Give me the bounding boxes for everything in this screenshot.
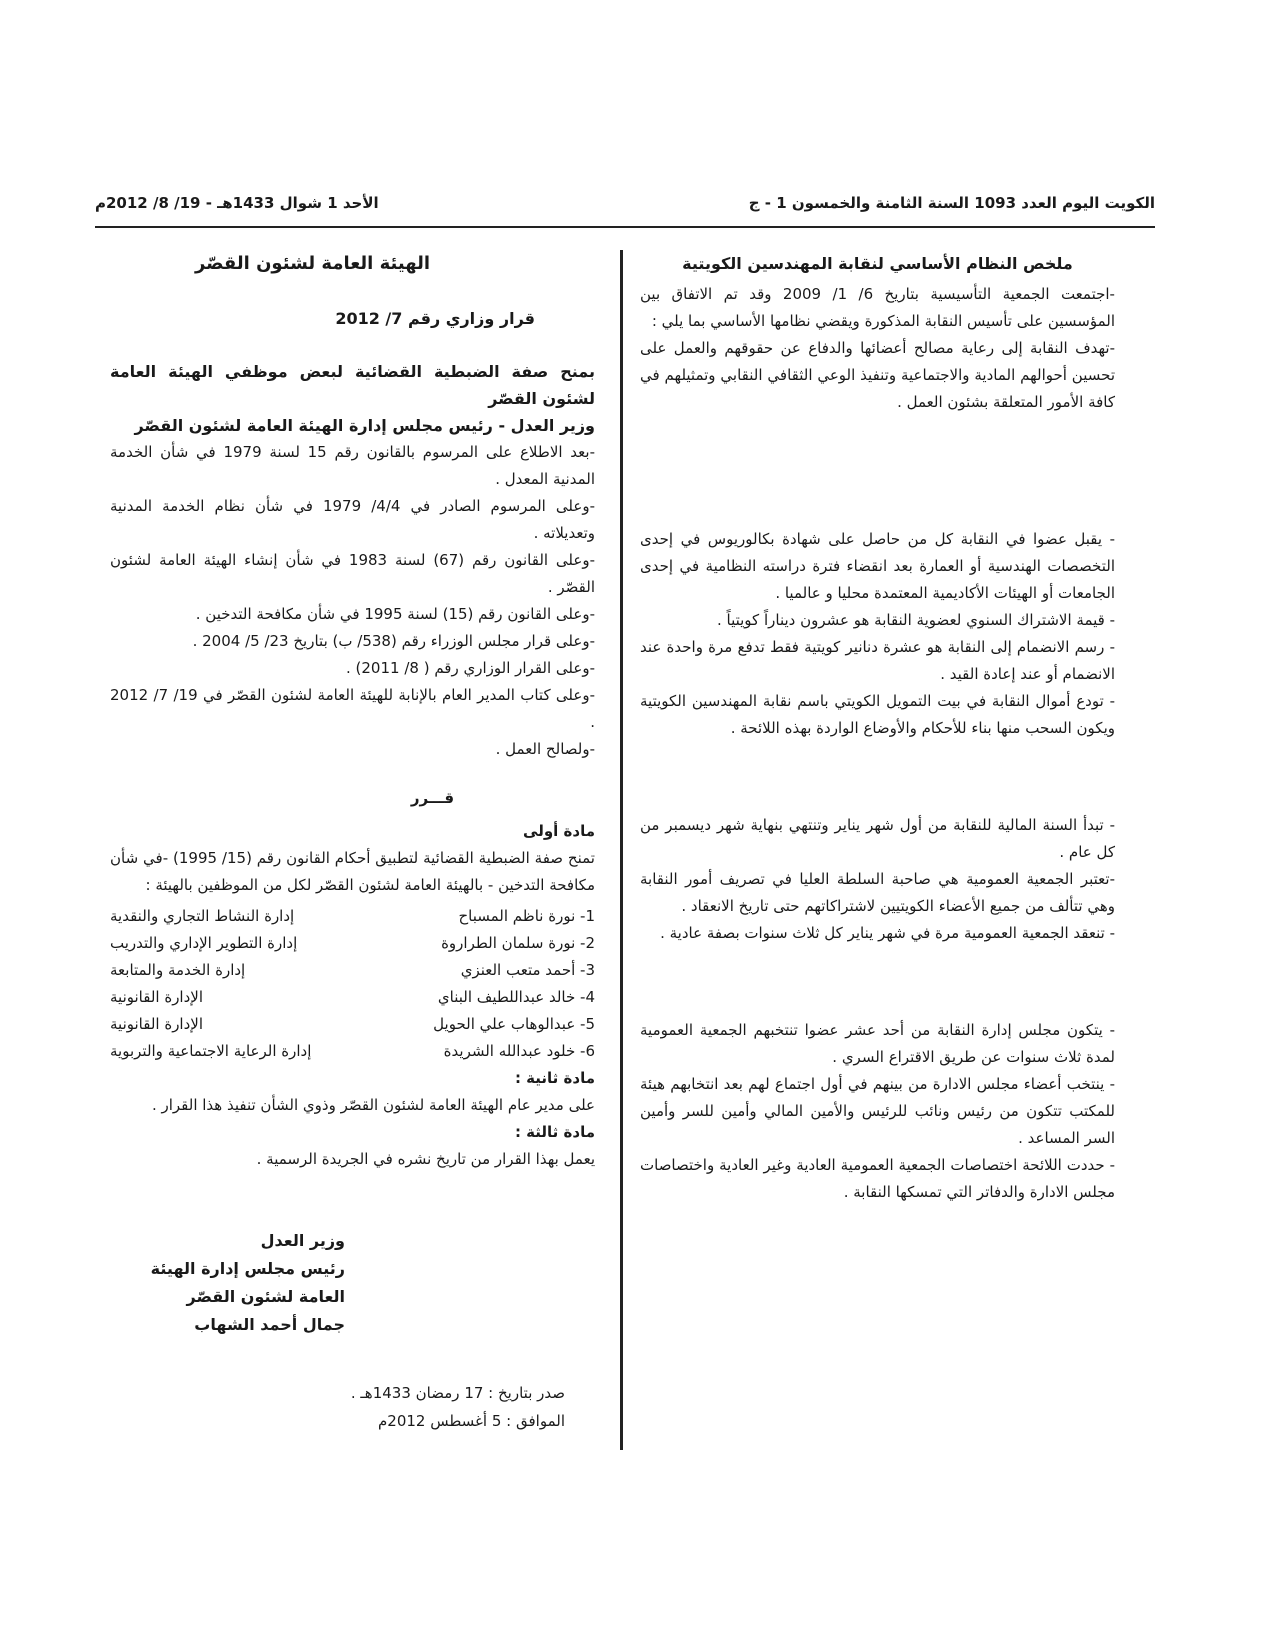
employee-department: إدارة الخدمة والمتابعة: [110, 961, 246, 979]
engineers-union-title: ملخص النظام الأساسي لنقابة المهندسين الكويتية: [682, 254, 1073, 273]
employee-name: 4- خالد عبداللطيف البناي: [437, 988, 595, 1006]
signature-line: رئيس مجلس إدارة الهيئة: [150, 1259, 345, 1278]
paragraph: -اجتمعت الجمعية التأسيسية بتاريخ 6/ 1/ 2009 وقد تم الاتفاق بين المؤسسين على تأسيس النقابة المذكورة ويقضي نظامها الأساسي بما يلي :: [640, 285, 1115, 330]
preamble-item: -وعلى المرسوم الصادر في 4/4/ 1979 في شأن نظام الخدمة المدنية وتعديلاته .: [110, 497, 596, 542]
decides-heading: قـــرر: [410, 789, 455, 807]
issued-gregorian-date: الموافق : 5 أغسطس 2012م: [378, 1412, 565, 1430]
preamble-item: -ولصالح العمل .: [495, 740, 595, 758]
paragraph: - تبدأ السنة المالية للنقابة من أول شهر يناير وتنتهي بنهاية شهر ديسمبر من كل عام .: [640, 816, 1115, 861]
employee-name: 2- نورة سلمان الطراروة: [441, 934, 595, 952]
decision-subject: بمنح صفة الضبطية القضائية لبعض موظفي الهيئة العامة لشئون القصّر: [110, 362, 595, 408]
paragraph: - يقبل عضوا في النقابة كل من حاصل على شهادة بكالوريوس في إحدى التخصصات الهندسية أو العمارة بعد انقضاء فترة دراسته النظامية في إحدى الجامعات أو الهيئات الأكاديمية المعتمدة محليا و عالميا .: [640, 530, 1115, 602]
preamble-item: -وعلى قرار مجلس الوزراء رقم (538/ ب) بتاريخ 23/ 5/ 2004 .: [192, 632, 595, 650]
employee-department: إدارة الرعاية الاجتماعية والتربوية: [110, 1042, 312, 1060]
paragraph: - ينتخب أعضاء مجلس الادارة من بينهم في أول اجتماع لهم بعد انتخابهم هيئة للمكتب تتكون من رئيس ونائب للرئيس والأمين المالي وأمين للسر وأمين السر المساعد .: [640, 1075, 1115, 1147]
employee-name: 1- نورة ناظم المسباح: [458, 907, 595, 925]
issued-hijri-date: صدر بتاريخ : 17 رمضان 1433هـ .: [350, 1384, 565, 1402]
decision-number: قرار وزاري رقم 7/ 2012: [335, 309, 535, 328]
paragraph: - حددت اللائحة اختصاصات الجمعية العمومية العادية وغير العادية واختصاصات مجلس الادارة والدفاتر التي تمسكها النقابة .: [640, 1156, 1115, 1201]
paragraph: - تودع أموال النقابة في بيت التمويل الكويتي باسم نقابة المهندسين الكويتية ويكون السحب منها بناء للأحكام والأوضاع الواردة بهذه اللائحة .: [640, 692, 1115, 737]
employee-row: [110, 903, 595, 930]
article-2-text: على مدير عام الهيئة العامة لشئون القصّر وذوي الشأن تنفيذ هذا القرار .: [151, 1096, 595, 1114]
issue-date-block: [110, 1379, 595, 1435]
employee-list: [110, 903, 595, 1065]
paragraph: -تهدف النقابة إلى رعاية مصالح أعضائها والدفاع عن حقوقهم والعمل على تحسين أحوالهم المادية والاجتماعية وتنفيذ الوعي الثقافي النقابي وتمثيلهم في كافة الأمور المتعلقة بشئون العمل .: [640, 339, 1115, 411]
authority-title: الهيئة العامة لشئون القصّر: [194, 253, 431, 274]
employee-department: إدارة النشاط التجاري والنقدية: [110, 907, 295, 925]
paragraph: - رسم الانضمام إلى النقابة هو عشرة دنانير كويتية فقط تدفع مرة واحدة عند الانضمام أو عند إعادة القيد .: [640, 638, 1115, 683]
preamble-item: -وعلى القانون رقم (67) لسنة 1983 في شأن إنشاء الهيئة العامة لشئون القصّر .: [110, 551, 595, 596]
employee-row: [110, 984, 595, 1011]
article-3-text: يعمل بهذا القرار من تاريخ نشره في الجريدة الرسمية .: [256, 1150, 595, 1168]
employee-row: [110, 1011, 595, 1038]
minister-line: وزير العدل - رئيس مجلس إدارة الهيئة العامة لشئون القصّر: [134, 416, 595, 435]
header-date: الأحد 1 شوال 1433هـ - 19/ 8/ 2012م: [95, 194, 379, 212]
paragraph: - تنعقد الجمعية العمومية مرة في شهر يناير كل ثلاث سنوات بصفة عادية .: [660, 924, 1115, 942]
spacer: [640, 947, 1115, 1017]
left-column: [110, 250, 595, 1435]
employee-name: 3- أحمد متعب العنزي: [460, 961, 595, 979]
employee-row: [110, 1038, 595, 1065]
employee-row: [110, 930, 595, 957]
article-1-text: تمنح صفة الضبطية القضائية لتطبيق أحكام القانون رقم (15/ 1995) -في شأن مكافحة التدخين - بالهيئة العامة لشئون القصّر لكل من الموظفين بالهيئة :: [110, 849, 595, 894]
article-3-title: مادة ثالثة :: [514, 1123, 595, 1141]
employee-department: الإدارة القانونية: [110, 1015, 204, 1033]
paragraph: - يتكون مجلس إدارة النقابة من أحد عشر عضوا تنتخبهم الجمعية العمومية لمدة ثلاث سنوات عن طريق الاقتراع السري .: [640, 1021, 1115, 1066]
preamble-item: -وعلى كتاب المدير العام بالإنابة للهيئة العامة لشئون القصّر في 19/ 7/ 2012 .: [110, 686, 596, 731]
employee-name: 6- خلود عبدالله الشريدة: [443, 1042, 595, 1060]
paragraph: -تعتبر الجمعية العمومية هي صاحبة السلطة العليا في تصريف أمور النقابة وهي تتألف من جميع الأعضاء الكويتيين لاشتراكاتهم حتى تاريخ الانعقاد .: [640, 870, 1115, 915]
right-column: [640, 250, 1115, 1206]
header-rule: [95, 226, 1155, 228]
employee-department: الإدارة القانونية: [110, 988, 204, 1006]
page-header: [95, 190, 1155, 220]
signature-line: وزير العدل: [260, 1231, 345, 1250]
column-divider: [620, 250, 623, 1450]
spacer: [640, 416, 1115, 526]
employee-name: 5- عبدالوهاب علي الحويل: [433, 1015, 595, 1033]
signature-block: [110, 1227, 595, 1339]
header-issue-info: الكويت اليوم العدد 1093 السنة الثامنة والخمسون 1 - ج: [748, 194, 1155, 212]
spacer: [640, 742, 1115, 812]
signature-line: جمال أحمد الشهاب: [194, 1315, 345, 1334]
employee-row: [110, 957, 595, 984]
preamble-item: -وعلى القرار الوزاري رقم ( 8/ 2011) .: [345, 659, 595, 677]
article-2-title: مادة ثانية :: [514, 1069, 595, 1087]
preamble-item: -بعد الاطلاع على المرسوم بالقانون رقم 15 لسنة 1979 في شأن الخدمة المدنية المعدل .: [110, 443, 595, 488]
article-1-title: مادة أولى: [523, 822, 595, 840]
employee-department: إدارة التطوير الإداري والتدريب: [110, 934, 298, 952]
paragraph: - قيمة الاشتراك السنوي لعضوية النقابة هو عشرون ديناراً كويتياً .: [716, 611, 1115, 629]
signature-line: العامة لشئون القصّر: [186, 1287, 345, 1306]
preamble-item: -وعلى القانون رقم (15) لسنة 1995 في شأن مكافحة التدخين .: [195, 605, 595, 623]
